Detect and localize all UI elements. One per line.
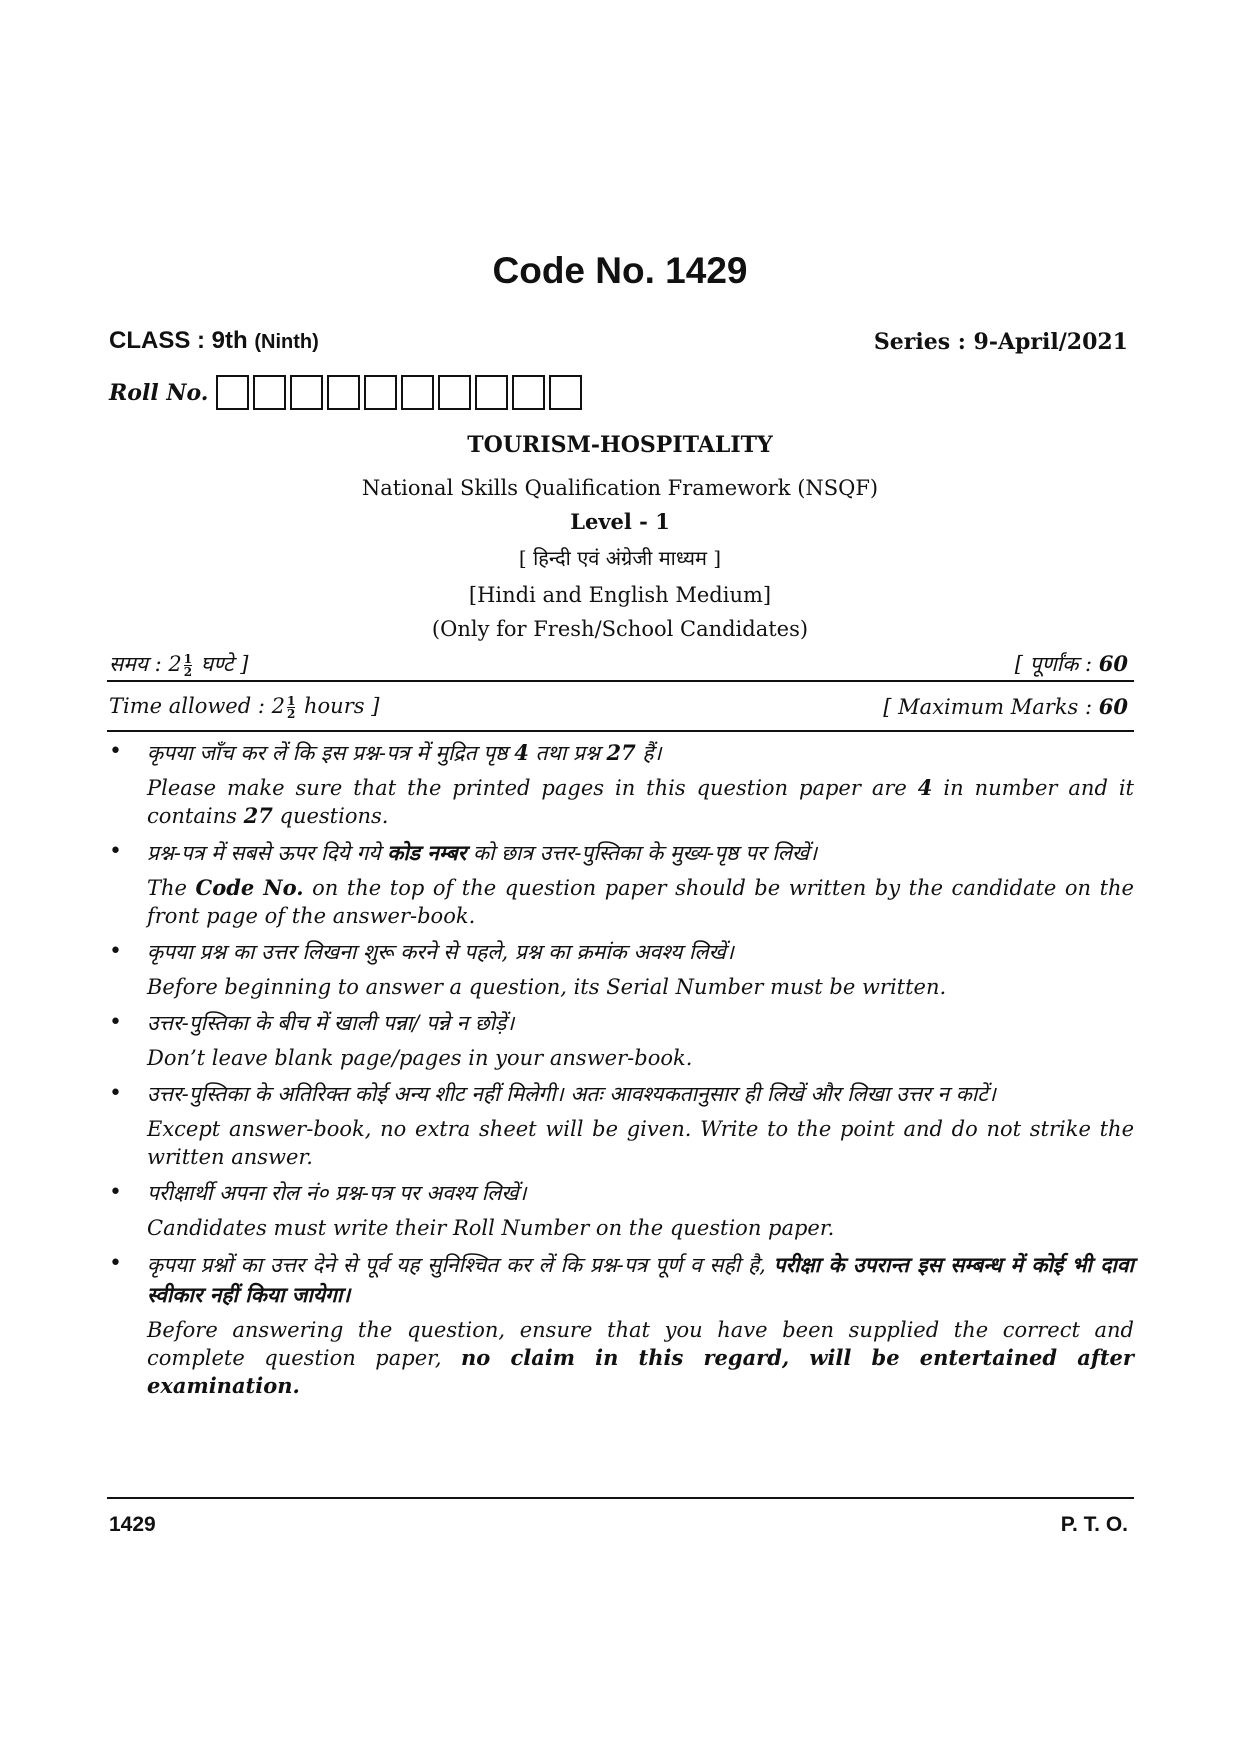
fraction-denominator: 2	[286, 707, 296, 721]
bullet-icon: •	[109, 939, 122, 964]
class-note: (Ninth)	[254, 331, 319, 353]
time-english-suffix: hours ]	[304, 694, 380, 718]
bullet-icon: •	[109, 1081, 122, 1106]
time-hindi-suffix: घण्टे ]	[200, 652, 249, 676]
fraction	[184, 653, 192, 678]
fraction-denominator: 2	[183, 665, 193, 679]
instruction-item	[107, 1009, 1134, 1072]
time-english-prefix: Time allowed : 2	[109, 694, 285, 718]
instruction-english: The Code No. on the top of the question paper should be written by the candidate on the front page of the answer-book.	[147, 875, 1134, 928]
instruction-hindi: उत्तर-पुस्तिका के बीच में खाली पन्ना/ पन्ने न छोड़ें।	[147, 1011, 515, 1035]
instruction-item	[107, 1080, 1134, 1171]
code-number-title: Code No. 1429	[492, 250, 748, 291]
series-label: Series : 9-April/2021	[873, 329, 1128, 355]
instruction-english: Don’t leave blank page/pages in your answer-book.	[147, 1046, 693, 1070]
marks-english-value: 60	[1098, 694, 1128, 719]
instruction-item	[107, 938, 1134, 1001]
roll-number-boxes[interactable]	[216, 375, 586, 410]
instruction-item	[107, 738, 1134, 830]
medium-english: [Hindi and English Medium]	[468, 583, 772, 607]
roll-number-box[interactable]	[549, 375, 582, 410]
instruction-english: Candidates must write their Roll Number on the question paper.	[147, 1216, 835, 1240]
instruction-english: Before beginning to answer a question, its Serial Number must be written.	[147, 975, 947, 999]
bullet-icon: •	[109, 739, 122, 764]
instruction-hindi: कृपया जाँच कर लें कि इस प्रश्न-पत्र में मुद्रित पृष्ठ 4 तथा प्रश्न 27 हैं।	[147, 740, 662, 765]
marks-hindi-value: 60	[1098, 651, 1128, 676]
instruction-item	[107, 838, 1134, 930]
time-hindi-prefix: समय : 2	[109, 652, 182, 676]
bullet-icon: •	[109, 1180, 122, 1205]
roll-number-label: Roll No.	[109, 379, 209, 406]
marks-english	[883, 694, 1128, 719]
roll-number-row	[109, 375, 586, 410]
roll-number-box[interactable]	[253, 375, 286, 410]
fraction	[287, 695, 295, 720]
roll-number-box[interactable]	[216, 375, 249, 410]
roll-number-box[interactable]	[512, 375, 545, 410]
roll-number-box[interactable]	[475, 375, 508, 410]
instruction-hindi: कृपया प्रश्न का उत्तर लिखना शुरू करने से पहले, प्रश्न का क्रमांक अवश्य लिखें।	[147, 940, 734, 964]
roll-number-box[interactable]	[438, 375, 471, 410]
bullet-icon: •	[109, 839, 122, 864]
instruction-hindi: परीक्षार्थी अपना रोल नं० प्रश्न-पत्र पर अवश्य लिखें।	[147, 1181, 527, 1205]
instruction-item	[107, 1250, 1134, 1400]
instruction-english: Except answer-book, no extra sheet will be given. Write to the point and do not strike the written answer.	[147, 1117, 1134, 1169]
fraction-numerator: 1	[286, 694, 296, 708]
instructions-list	[107, 738, 1134, 1408]
marks-english-prefix: [ Maximum Marks :	[883, 695, 1099, 719]
roll-number-box[interactable]	[327, 375, 360, 410]
subject-title: TOURISM-HOSPITALITY	[467, 432, 773, 458]
bullet-icon: •	[109, 1010, 122, 1035]
time-hindi	[109, 650, 248, 678]
divider	[107, 680, 1134, 682]
instruction-hindi: कृपया प्रश्नों का उत्तर देने से पूर्व यह सुनिश्चित कर लें कि प्रश्न-पत्र पूर्ण व सही है, परीक्षा के उपरान्त इस सम्बन्ध में कोई भी दावा स्वीकार नहीं किया जायेगा।	[147, 1252, 1134, 1307]
instruction-english: Before answering the question, ensure that you have been supplied the correct and complete question paper, no claim in this regard, will be entertained after examination.	[147, 1318, 1134, 1398]
roll-number-box[interactable]	[364, 375, 397, 410]
medium-hindi: [ हिन्दी एवं अंग्रेजी माध्यम ]	[518, 546, 722, 570]
instruction-hindi: उत्तर-पुस्तिका के अतिरिक्त कोई अन्य शीट नहीं मिलेगी। अतः आवश्यकतानुसार ही लिखें और लिखा उत्तर न काटें।	[147, 1082, 996, 1106]
class-value: CLASS : 9th	[109, 327, 248, 354]
marks-hindi	[1015, 650, 1128, 678]
roll-number-box[interactable]	[290, 375, 323, 410]
fraction-numerator: 1	[183, 652, 193, 666]
instruction-english: Please make sure that the printed pages in this question paper are 4 in number and it contains 27 questions.	[147, 775, 1134, 828]
framework-line: National Skills Qualification Framework (NSQF)	[361, 476, 879, 500]
instruction-hindi: प्रश्न-पत्र में सबसे ऊपर दिये गये कोड नम्बर को छात्र उत्तर-पुस्तिका के मुख्य-पृष्ठ पर लिखें।	[147, 840, 818, 865]
class-label	[109, 327, 319, 355]
time-english	[109, 694, 379, 720]
footer-pto: P. T. O.	[1060, 1513, 1128, 1536]
divider	[107, 1497, 1134, 1499]
footer-code: 1429	[109, 1513, 156, 1536]
roll-number-box[interactable]	[401, 375, 434, 410]
bullet-icon: •	[109, 1251, 122, 1276]
candidates-note: (Only for Fresh/School Candidates)	[431, 617, 809, 641]
instruction-item	[107, 1179, 1134, 1242]
level-line: Level - 1	[570, 509, 670, 534]
marks-hindi-prefix: [ पूर्णांक :	[1014, 652, 1099, 676]
divider	[107, 730, 1134, 732]
